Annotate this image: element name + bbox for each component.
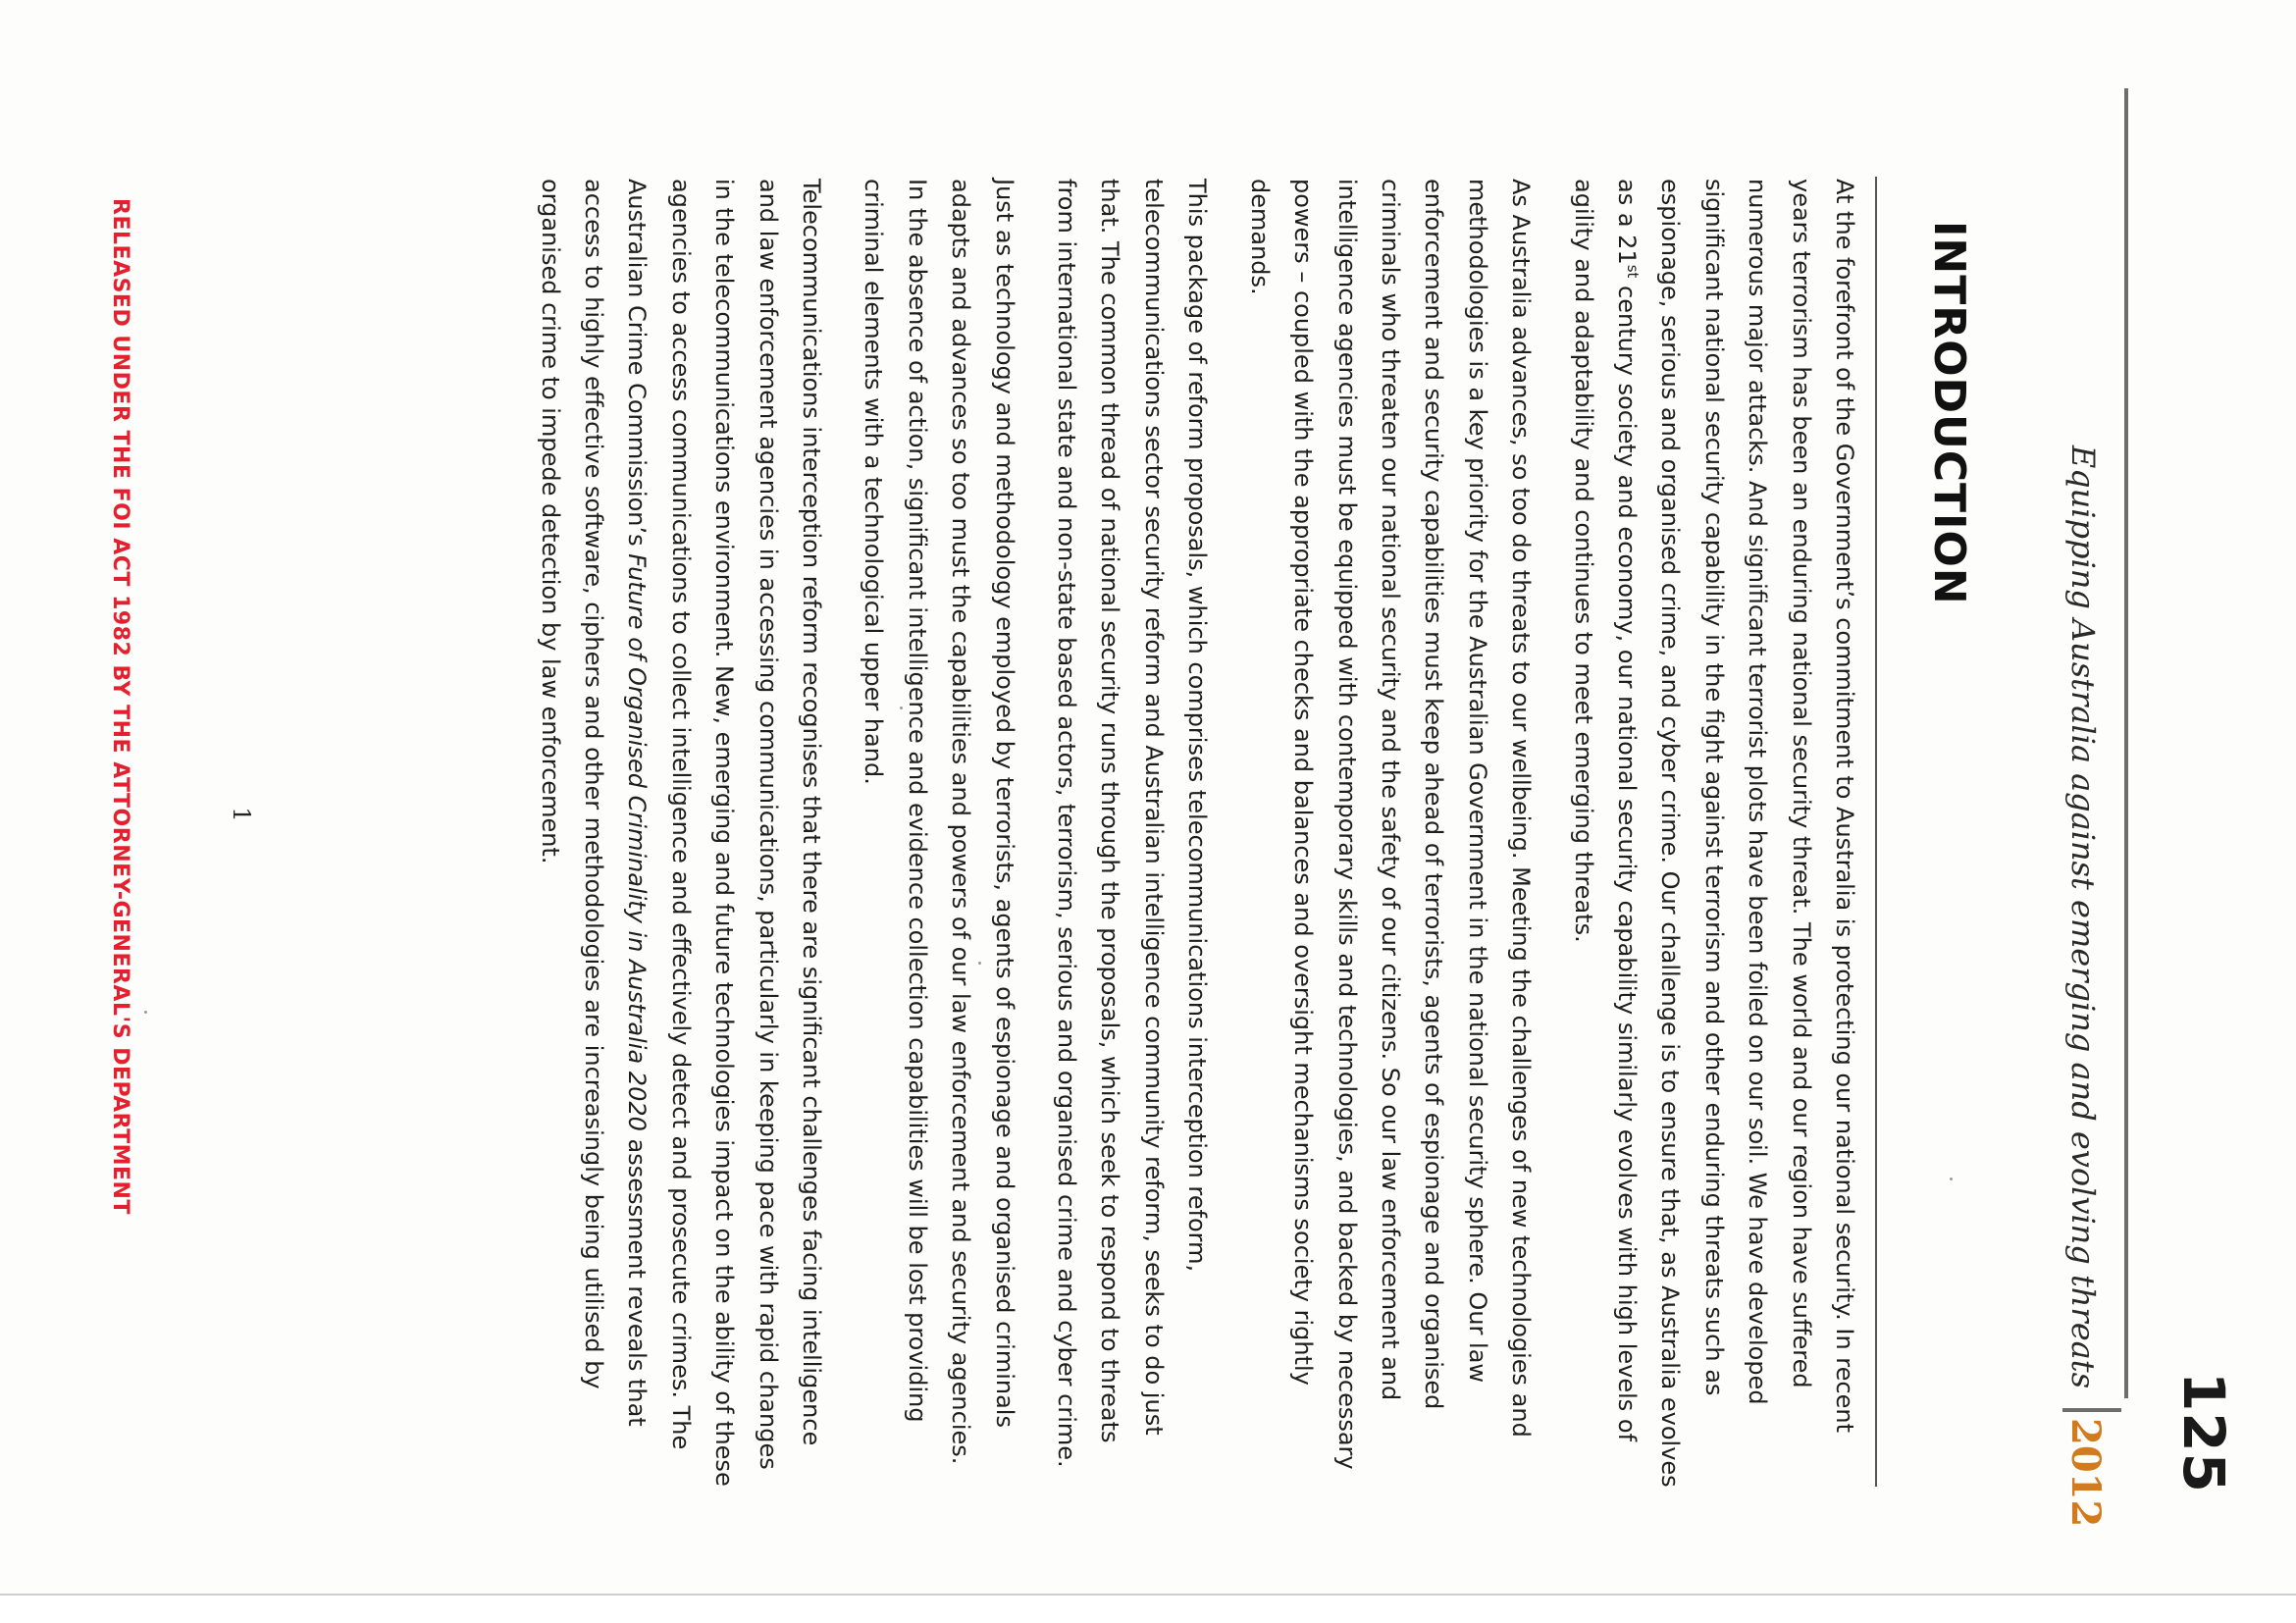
- footer-page-number: 1: [228, 807, 255, 822]
- document-page-number: 125: [2170, 1371, 2237, 1494]
- header-year: 2012: [2062, 1418, 2109, 1528]
- header-divider: [2062, 1408, 2121, 1412]
- paragraph-1-text: At the forefront of the Government’s commitment to Australia is protecting our national security. In recent years terrorism has been an enduring national security threat. The world and our region have suffered numerous major attacks. And significant terrorist plots have been foiled on our soil. We have developed significant national security capability in the fight against terrorism and other enduring threats such as espionage, serious and organised crime, and cyber crime. Our challenge is to ensure that, as Australia evolves as a 21: [1612, 179, 1858, 1488]
- paragraph-1-text-end: century society and economy, our national security capability similarly evolves with high levels of agility and adaptability and continues to meet emerging threats.: [1569, 179, 1641, 1442]
- section-heading: INTRODUCTION: [1924, 221, 1974, 605]
- paragraph-5-text-end: assessment reveals that access to highly effective software, ciphers and other methodologies are increasingly being utilised by organised crime to impede detection by law enforcement.: [536, 179, 652, 1427]
- foi-release-stamp: RELEASED UNDER THE FOI ACT 1982 BY THE ATTORNEY-GENERAL'S DEPARTMENT: [108, 198, 132, 1215]
- scanner-bed-edge: [0, 1594, 2296, 1623]
- paragraph-1: [1561, 179, 1866, 1493]
- report-title: Future of Organised Criminality in Australia 2020: [623, 553, 652, 1131]
- header-rule: [2124, 88, 2128, 1398]
- scan-speck: [900, 707, 903, 709]
- running-header-title: Equipping Australia against emerging and evolving threats: [2064, 445, 2102, 1388]
- paragraph-5-text: Telecommunications interception reform recognises that there are significant challenges facing intelligence and law enforcement agencies in accessing communications, particularly in keeping pace with rapid changes in the telecommunications environment. New, emerging and future technologies impact on the ability of these agencies to access communications to collect intelligence and effectively detect and prosecute crimes. The Australian Crime Commission’s: [623, 179, 826, 1487]
- heading-rule: [1875, 177, 1877, 1487]
- body-text: [509, 179, 1866, 1493]
- scan-speck: [1950, 1178, 1953, 1180]
- scan-speck: [978, 962, 981, 965]
- paragraph-5: [528, 179, 833, 1493]
- scan-speck: [144, 1011, 147, 1014]
- paragraph-3: This package of reform proposals, which comprises telecommunications interception reform, telecommunications sector security reform and Australian intelligence community reform, seeks to do just that. The common thread of national security runs through the proposals, which seek to respond to threats from international state and non-state based actors, terrorism, serious and organised crime and cyber crime.: [1053, 179, 1212, 1468]
- paragraph-2: As Australia advances, so too do threats to our wellbeing. Meeting the challenges of new technologies and methodologies is a key priority for the Australian Government in the national security sphere. Our law enforcement and security capabilities must keep ahead of terrorists, agents of espionage and organised criminals who threaten our national security and the safety of our citizens. So our law enforcement and intelligence agencies must be equipped with contemporary skills and technologies, and backed by necessary powers – coupled with the appropriate checks and balances and oversight mechanisms society rightly demands.: [1245, 179, 1536, 1470]
- ordinal-suffix: st: [1623, 264, 1642, 279]
- paragraph-4: Just as technology and methodology employed by terrorists, agents of espionage and organised criminals adapts and advances so too must the capabilities and powers of our law enforcement and security agencies. In the absence of action, significant intelligence and evidence collection capabilities will be lost providing criminal elements with a technological upper hand.: [860, 179, 1018, 1465]
